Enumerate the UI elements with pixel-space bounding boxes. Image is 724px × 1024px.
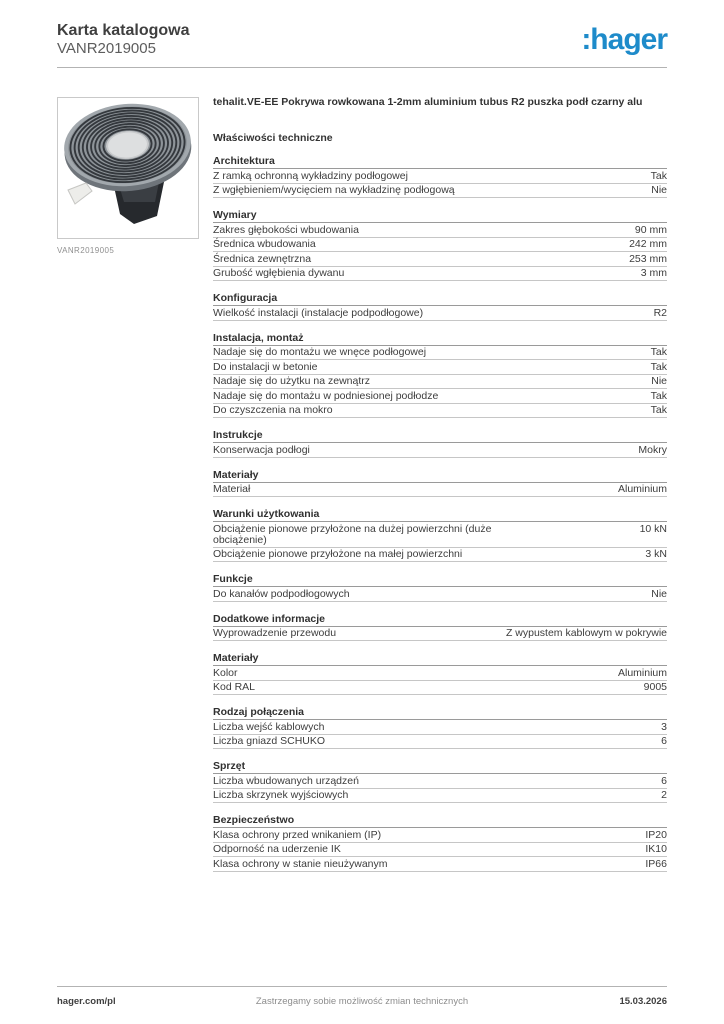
spec-row [213,774,667,789]
spec-row-value: 90 mm [634,223,667,236]
footer-website: hager.com/pl [57,996,116,1007]
footer-disclaimer: Zastrzegamy sobie możliwość zmian technicznych [255,996,469,1007]
spec-row-value: Tak [650,389,667,402]
spec-section [213,468,667,497]
spec-row [213,184,667,199]
spec-row-label: Liczba wejść kablowych [213,720,325,733]
spec-section [213,292,667,321]
spec-row-label: Liczba gniazd SCHUKO [213,735,326,747]
spec-row-value: Z wypustem kablowym w pokrywie [505,627,667,639]
spec-row-label: Odporność na uderzenie IK [213,843,341,855]
spec-row-value: R2 [653,306,667,319]
spec-row-value: 9005 [643,681,667,693]
spec-row-label: Nadaje się do montażu we wnęce podłogowej [213,346,427,358]
spec-section-heading: Architektura [213,155,667,170]
spec-row-value: IP20 [645,828,667,841]
spec-row-label: Zakres głębokości wbudowania [213,223,359,236]
spec-row [213,789,667,804]
spec-row-label: Do instalacji w betonie [213,360,318,373]
spec-row-label: Obciążenie pionowe przyłożone na małej powierzchni [213,548,463,560]
spec-row-label: Do kanałów podpodłogowych [213,587,350,600]
spec-row [213,843,667,858]
spec-section [213,652,667,696]
product-code: VANR2019005 [57,40,156,57]
page-header [57,22,667,57]
spec-row [213,627,667,642]
product-image-column [57,96,199,872]
spec-section [213,706,667,750]
spec-row [213,443,667,458]
spec-row-value: 3 mm [640,267,667,279]
spec-row [213,587,667,602]
spec-row-label: Kolor [213,666,238,679]
spec-row-label: Nadaje się do użytku na zewnątrz [213,375,371,387]
header-titles [57,22,189,57]
spec-section-heading: Bezpieczeństwo [213,814,667,829]
spec-row [213,666,667,681]
spec-row [213,681,667,696]
spec-row-label: Klasa ochrony przed wnikaniem (IP) [213,828,382,841]
footer-date: 15.03.2026 [619,996,667,1007]
spec-section-heading: Rodzaj połączenia [213,706,667,721]
content-area [57,96,667,872]
spec-section [213,508,667,563]
product-image-frame [57,97,199,239]
spec-row [213,169,667,184]
spec-row [213,360,667,375]
spec-row-label: Liczba wbudowanych urządzeń [213,774,359,787]
spec-column [213,96,667,872]
spec-row-value: IK10 [645,843,667,855]
spec-row-value: 10 kN [639,522,667,535]
spec-section-heading: Materiały [213,652,667,667]
spec-section-heading: Sprzęt [213,760,667,775]
floor-box-product-photo [58,98,198,238]
properties-title: Właściwości techniczne [213,132,333,144]
spec-row-label: Z ramką ochronną wykładziny podłogowej [213,169,408,182]
spec-section-heading: Wymiary [213,209,667,224]
page-footer [57,996,667,1007]
spec-section [213,612,667,641]
spec-row-label: Średnica wbudowania [213,238,316,250]
spec-row [213,267,667,282]
spec-row-value: 6 [661,735,667,747]
spec-section [213,209,667,282]
spec-row [213,346,667,361]
spec-section [213,814,667,872]
spec-row-value: 2 [661,789,667,801]
spec-row [213,306,667,321]
spec-row-value: 242 mm [629,238,667,250]
spec-section [213,573,667,602]
spec-row [213,238,667,253]
spec-row-value: Tak [650,360,667,373]
spec-row-label: Z wgłębieniem/wycięciem na wykładzinę podłogową [213,184,455,196]
spec-row [213,857,667,872]
image-caption: VANR2019005 [57,246,115,255]
spec-row-value: Aluminium [617,666,667,679]
spec-section-heading: Instrukcje [213,429,667,444]
spec-row-value: 6 [661,774,667,787]
spec-row [213,522,667,548]
spec-row-label: Średnica zewnętrzna [213,252,312,265]
spec-row [213,548,667,563]
spec-row-label: Klasa ochrony w stanie nieużywanym [213,857,388,870]
doc-type-title: Karta katalogowa [57,22,190,39]
spec-row-value: Nie [651,587,667,600]
spec-row-label: Obciążenie pionowe przyłożone na dużej powierzchni (duże obciążenie) [213,522,492,546]
spec-row-label: Grubość wgłębienia dywanu [213,267,345,279]
header-divider [57,67,667,68]
spec-sections [213,155,667,872]
spec-row [213,252,667,267]
spec-row-label: Kod RAL [213,681,256,693]
spec-row-value: Tak [650,169,667,182]
spec-section-heading: Funkcje [213,573,667,588]
spec-row-label: Materiał [213,483,251,495]
spec-section-heading: Warunki użytkowania [213,508,667,523]
product-title: tehalit.VE-EE Pokrywa rowkowana 1-2mm aluminium tubus R2 puszka podł czarny alu [213,96,643,108]
spec-section [213,429,667,458]
spec-section-heading: Konfiguracja [213,292,667,307]
hager-logo: :hager [581,23,667,56]
spec-row-value: Aluminium [617,483,667,495]
spec-row-value: Nie [651,184,667,196]
spec-row-value: 253 mm [629,252,667,265]
footer-divider [57,986,667,987]
spec-row [213,735,667,750]
spec-section-heading: Instalacja, montaż [213,331,667,346]
spec-section [213,760,667,804]
spec-row [213,483,667,498]
spec-section-heading: Dodatkowe informacje [213,612,667,627]
spec-row [213,223,667,238]
spec-row [213,389,667,404]
spec-row-value: 3 [661,720,667,733]
spec-row-label: Do czyszczenia na mokro [213,404,333,416]
spec-row-label: Nadaje się do montażu w podniesionej podłodze [213,389,439,402]
spec-row-label: Konserwacja podłogi [213,443,310,456]
spec-row-value: 3 kN [645,548,667,560]
spec-row-value: Tak [650,404,667,416]
cover-disc [61,99,195,197]
spec-section [213,155,667,199]
spec-row-value: Mokry [638,443,667,456]
wedge-accessory [68,183,92,204]
spec-section-heading: Materiały [213,468,667,483]
spec-row-value: Tak [650,346,667,358]
spec-row [213,828,667,843]
spec-row [213,720,667,735]
spec-row-label: Wyprowadzenie przewodu [213,627,337,639]
spec-row [213,404,667,419]
spec-row-label: Liczba skrzynek wyjściowych [213,789,349,801]
spec-section [213,331,667,418]
spec-row [213,375,667,390]
spec-row-label: Wielkość instalacji (instalacje podpodłogowe) [213,306,424,319]
spec-row-value: Nie [651,375,667,387]
spec-row-value: IP66 [645,857,667,870]
